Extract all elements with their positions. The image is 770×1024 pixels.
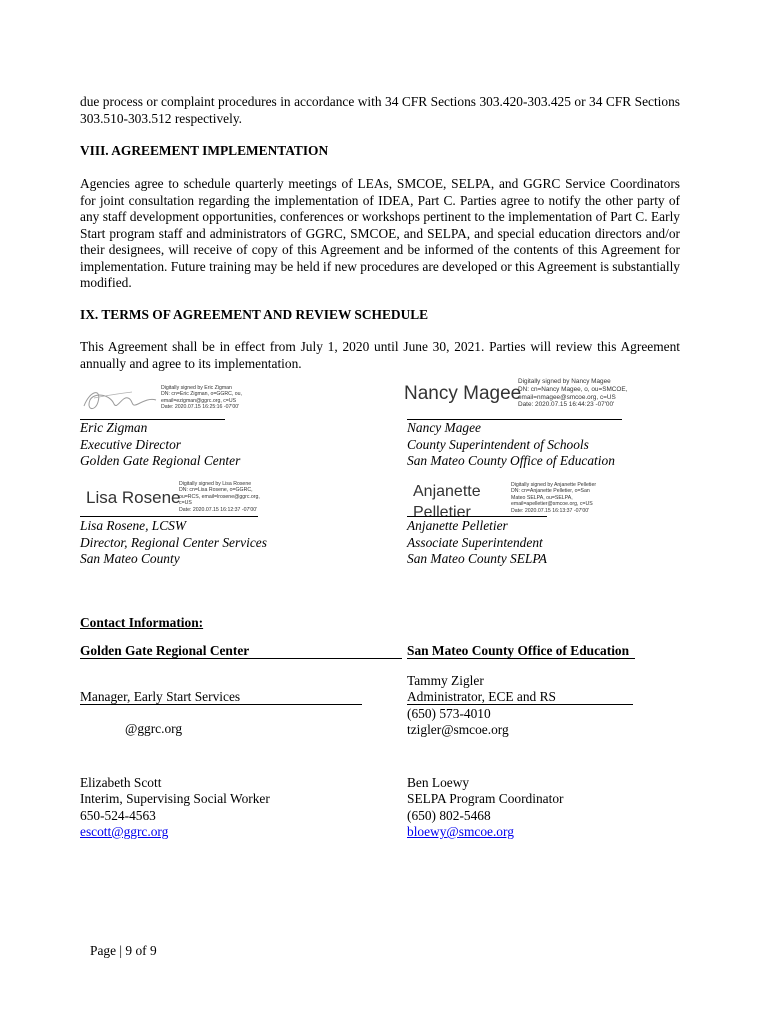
smcoe-contact-2-email-link[interactable]: bloewy@smcoe.org [407,823,514,839]
smcoe-contact-1 [407,673,556,738]
ggrc-contact-2-email-link[interactable]: escott@ggrc.org [80,823,169,839]
page-number: Page | 9 of 9 [90,943,157,958]
ggrc-contact-heading: Golden Gate Regional Center [80,643,250,658]
section-9-body: This Agreement shall be in effect from July 1, 2020 until June 30, 2021. Parties will review this Agreement annually and agree to its implementation. [80,339,680,371]
smcoe-contact-1-email: tzigler@smcoe.org [407,721,509,737]
pelletier-block: Anjanette Pelletier Associate Superintendent San Mateo County SELPA [407,518,547,566]
rosene-signature-display: Lisa Rosene [86,488,181,507]
ggrc-contact-2 [80,775,270,840]
pelletier-signature-display: Anjanette Pelletier [413,483,481,521]
smcoe-contact-1-phone: (650) 573-4010 [407,705,491,721]
section-8-body: Agencies agree to schedule quarterly meetings of LEAs, SMCOE, SELPA, and GGRC Service Coordinators for joint consultation regarding the implementation of IDEA, Part C. Parties agree to notify the other party of any staff development opportunities, conferences or workshops pertinent to the implementation of Part C. Early Start program staff and administrators of GGRC, SMCOE, and SELPA, and special education directors and/or their designees, will receive of copy of this Agreement and be informed of the contents of this Agreement for implementation. Future training may be held if new procedures are developed or this Agreement is substantially modified. [80,176,680,290]
rosene-digital-signature: Digitally signed by Lisa Rosene DN: cn=Lisa Rosene, o=GGRC, ou=RCS, email=lrosene@ggrc.org, c=US Date: 2020.07.15 16:12:37 -07'00' [179,481,260,513]
ggrc-role-underline [80,704,362,705]
pelletier-signature-line [407,516,547,517]
smcoe-heading-underline [407,658,635,659]
pelletier-digital-signature: Digitally signed by Anjanette Pelletier DN: cn=Anjanette Pelletier, o=San Mateo SELPA, ou=SELPA, email=apelletier@smcoe.org, c=US Date: 2020.07.15 16:13:37 -07'00' [511,482,597,514]
ggrc-heading-underline [80,658,402,659]
smcoe-contact-heading: San Mateo County Office of Education [407,643,630,658]
zigman-digital-signature: Digitally signed by Eric Zigman DN: cn=Eric Zigman, o=GGRC, ou, email=ezigman@ggrc.org, c=US Date: 2020.07.15 16:25:16 -07'00' [161,385,243,411]
ggrc-contact-1-email: @ggrc.org [125,721,183,736]
ggrc-contact-2-role: Interim, Supervising Social Worker [80,791,270,807]
rosene-block: Lisa Rosene, LCSW Director, Regional Center Services San Mateo County [80,518,267,566]
smcoe-contact-2-phone: (650) 802-5468 [407,807,491,823]
ggrc-contact-2-phone: 650-524-4563 [80,807,156,823]
zigman-handwritten-signature [80,382,160,418]
ggrc-contact-1-role: Manager, Early Start Services [80,689,241,704]
magee-signature-display: Nancy Magee [404,383,522,404]
smcoe-role-underline [407,704,633,705]
section-9-heading: IX. TERMS OF AGREEMENT AND REVIEW SCHEDULE [80,307,429,322]
contact-heading: Contact Information: [80,615,204,630]
smcoe-contact-1-role: Administrator, ECE and RS [407,689,556,705]
zigman-block: Eric Zigman Executive Director Golden Gate Regional Center [80,420,241,468]
rosene-signature-line [80,516,258,517]
smcoe-contact-2 [407,775,563,840]
smcoe-contact-1-name: Tammy Zigler [407,673,484,688]
smcoe-contact-2-role: SELPA Program Coordinator [407,791,564,807]
magee-block: Nancy Magee County Superintendent of Schools San Mateo County Office of Education [407,420,615,468]
magee-digital-signature: Digitally signed by Nancy Magee DN: cn=Nancy Magee, o, ou=SMCOE, email=nmagee@smcoe.org, c=US Date: 2020.07.15 16:44:23 -07'00' [518,378,628,409]
section-8-heading: VIII. AGREEMENT IMPLEMENTATION [80,143,329,158]
smcoe-contact-2-name: Ben Loewy [407,775,470,790]
intro-paragraph: due process or complaint procedures in accordance with 34 CFR Sections 303.420-303.425 or 34 CFR Sections 303.510-303.512 respectively. [80,94,680,126]
ggrc-contact-2-name: Elizabeth Scott [80,775,162,790]
